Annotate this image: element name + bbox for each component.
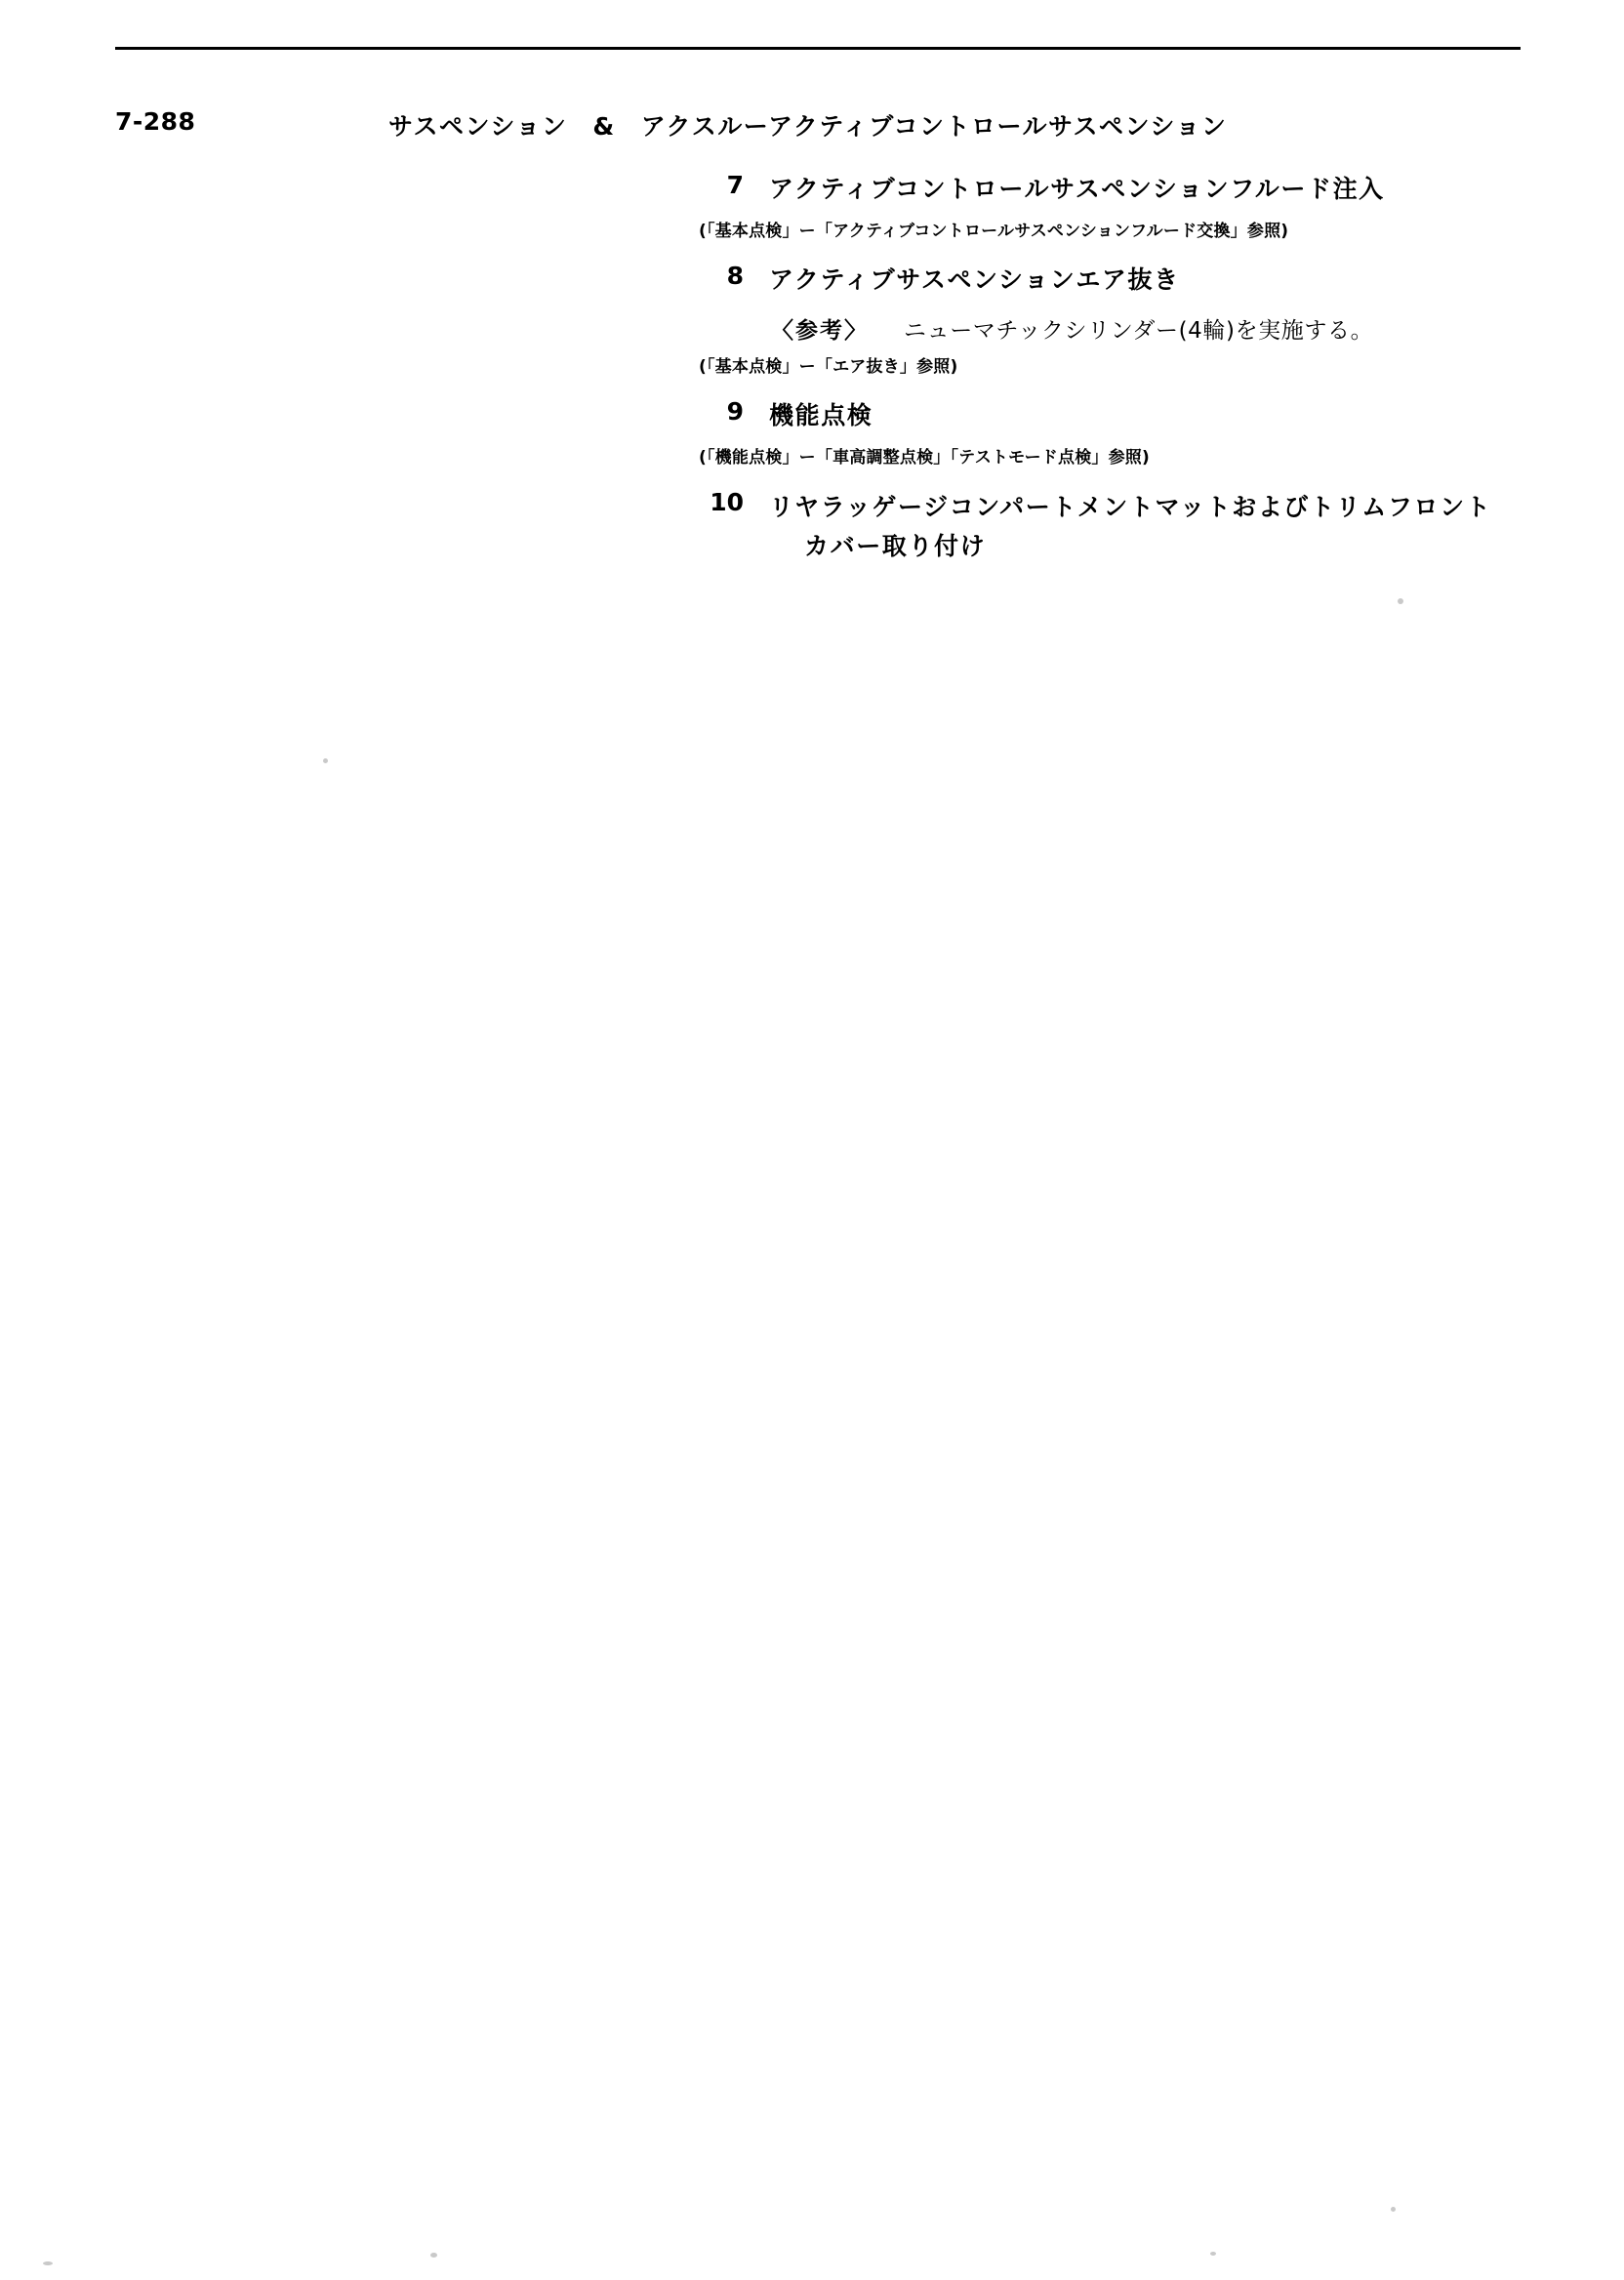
- scan-artifact: [1391, 2207, 1396, 2212]
- step-title: [769, 488, 1491, 566]
- scan-artifact: [430, 2253, 437, 2258]
- step-reference: (「基本点検」ー「エア抜き」参照): [699, 357, 958, 378]
- header-title: [388, 107, 1227, 142]
- scan-artifact: [323, 758, 328, 763]
- step-remark: [771, 312, 1521, 345]
- page-content: [115, 171, 1521, 572]
- step-item: [115, 488, 1521, 566]
- remark-text: ニューマチックシリンダー(4輪)を実施する。: [904, 318, 1374, 345]
- header-title-left: サスペンション: [388, 112, 568, 141]
- step-number: 10: [710, 487, 744, 516]
- step-title-line-2: カバー取り付け: [804, 531, 987, 560]
- remark-label: 〈参考〉: [771, 318, 869, 345]
- step-number: 7: [726, 171, 744, 199]
- step-title: 機能点検: [769, 401, 873, 430]
- step-item: [115, 171, 1521, 244]
- header-title-amp: &: [592, 112, 616, 141]
- step-title: アクティブコントロールサスペンションフルード注入: [769, 175, 1385, 203]
- step-title: アクティブサスペンションエア抜き: [769, 265, 1180, 294]
- header-title-right: アクスルーアクティブコントロールサスペンション: [640, 112, 1228, 141]
- page-number: 7-288: [115, 107, 196, 136]
- step-number: 9: [726, 397, 744, 427]
- step-title-line-1: リヤラッゲージコンパートメントマットおよびトリムフロント: [769, 492, 1492, 521]
- scan-artifact: [1398, 598, 1403, 604]
- scan-artifact: [43, 2261, 53, 2265]
- scan-artifact: [1210, 2252, 1216, 2256]
- step-item: [115, 262, 1521, 381]
- page-header: [115, 107, 1521, 148]
- header-divider: [115, 47, 1521, 50]
- step-reference: (「機能点検」ー「車高調整点検」「テストモード点検」参照): [699, 447, 1150, 468]
- step-item: [115, 397, 1521, 470]
- step-number: 8: [726, 261, 744, 290]
- step-reference: (「基本点検」ー「アクティブコントロールサスペンションフルード交換」参照): [699, 221, 1289, 241]
